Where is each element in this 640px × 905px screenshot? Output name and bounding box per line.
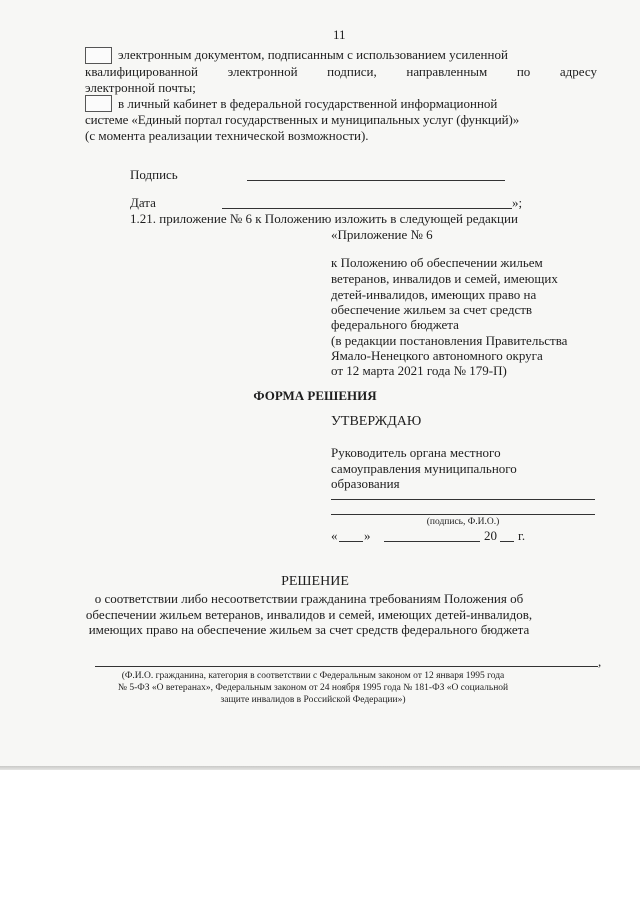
approve-line-2: самоуправления муниципального	[331, 461, 517, 476]
approve-year-prefix: 20	[484, 528, 497, 543]
option-portal-line-2: системе «Единый портал государственных и муниципальных услуг (функций)»	[85, 112, 520, 127]
citizen-caption-3: защите инвалидов в Российской Федерации»)	[220, 695, 406, 705]
appendix-line-3: детей-инвалидов, имеющих право на	[331, 287, 537, 302]
date-suffix: »;	[512, 195, 523, 210]
approve-title: УТВЕРЖДАЮ	[331, 414, 422, 429]
signature-label: Подпись	[130, 167, 178, 182]
decision-line-1: о соответствии либо несоответствии гражданина требованиям Положения об	[94, 591, 524, 606]
approve-date-close: »	[364, 528, 371, 543]
citizen-line-suffix: ,	[598, 654, 602, 669]
approve-line-3: образования	[331, 476, 400, 491]
option-portal-line-1: в личный кабинет в федеральной государственной информационной	[118, 96, 498, 111]
approve-year-suffix: г.	[518, 528, 526, 543]
date-label: Дата	[130, 195, 156, 210]
approve-year-line[interactable]	[500, 541, 514, 542]
decision-line-2: обеспечении жильем ветеранов, инвалидов и семей, имеющих детей-инвалидов,	[85, 607, 533, 622]
appendix-line-8: от 12 марта 2021 года № 179-П)	[331, 363, 507, 378]
option-email-checkbox[interactable]	[85, 47, 112, 64]
appendix-line-6: (в редакции постановления Правительства	[331, 333, 568, 348]
page-number: 11	[333, 27, 346, 42]
approve-signature-caption: (подпись, Ф.И.О.)	[426, 517, 500, 527]
option-email-line-1: электронным документом, подписанным с использованием усиленной	[118, 47, 508, 62]
option-email-line-3: электронной почты;	[85, 80, 196, 95]
citizen-caption-1: (Ф.И.О. гражданина, категория в соответствии с Федеральным законом от 12 января 1995 года	[121, 671, 505, 681]
appendix-line-4: обеспечение жильем за счет средств	[331, 302, 533, 317]
date-line[interactable]	[222, 208, 512, 209]
item-1-21: 1.21. приложение № 6 к Положению изложить в следующей редакции	[130, 211, 518, 226]
page-edge	[0, 766, 640, 770]
approve-day-line[interactable]	[339, 541, 363, 542]
option-portal-checkbox[interactable]	[85, 95, 112, 112]
approve-line-1: Руководитель органа местного	[331, 445, 501, 460]
approve-signature-line[interactable]	[331, 514, 595, 515]
decision-line-3: имеющих право на обеспечение жильем за счет средств федерального бюджета	[88, 622, 530, 637]
appendix-line-7: Ямало-Ненецкого автономного округа	[331, 348, 543, 363]
approve-org-line[interactable]	[331, 499, 595, 500]
appendix-line-2: ветеранов, инвалидов и семей, имеющих	[331, 271, 558, 286]
appendix-line-5: федерального бюджета	[331, 317, 459, 332]
decision-title: РЕШЕНИЕ	[281, 574, 349, 589]
form-title: ФОРМА РЕШЕНИЯ	[253, 388, 377, 403]
signature-line[interactable]	[247, 180, 505, 181]
approve-date-open: «	[331, 528, 338, 543]
citizen-caption-2: № 5-ФЗ «О ветеранах», Федеральным законом от 24 ноября 1995 года № 181-ФЗ «О социальной	[117, 683, 509, 693]
approve-month-line[interactable]	[384, 541, 480, 542]
citizen-line[interactable]	[95, 666, 598, 667]
appendix-title: «Приложение № 6	[331, 227, 433, 242]
appendix-line-1: к Положению об обеспечении жильем	[331, 255, 543, 270]
option-email-line-2: квалифицированной электронной подписи, направленным по адресу	[85, 64, 597, 79]
option-portal-line-3: (с момента реализации технической возможности).	[85, 128, 369, 143]
